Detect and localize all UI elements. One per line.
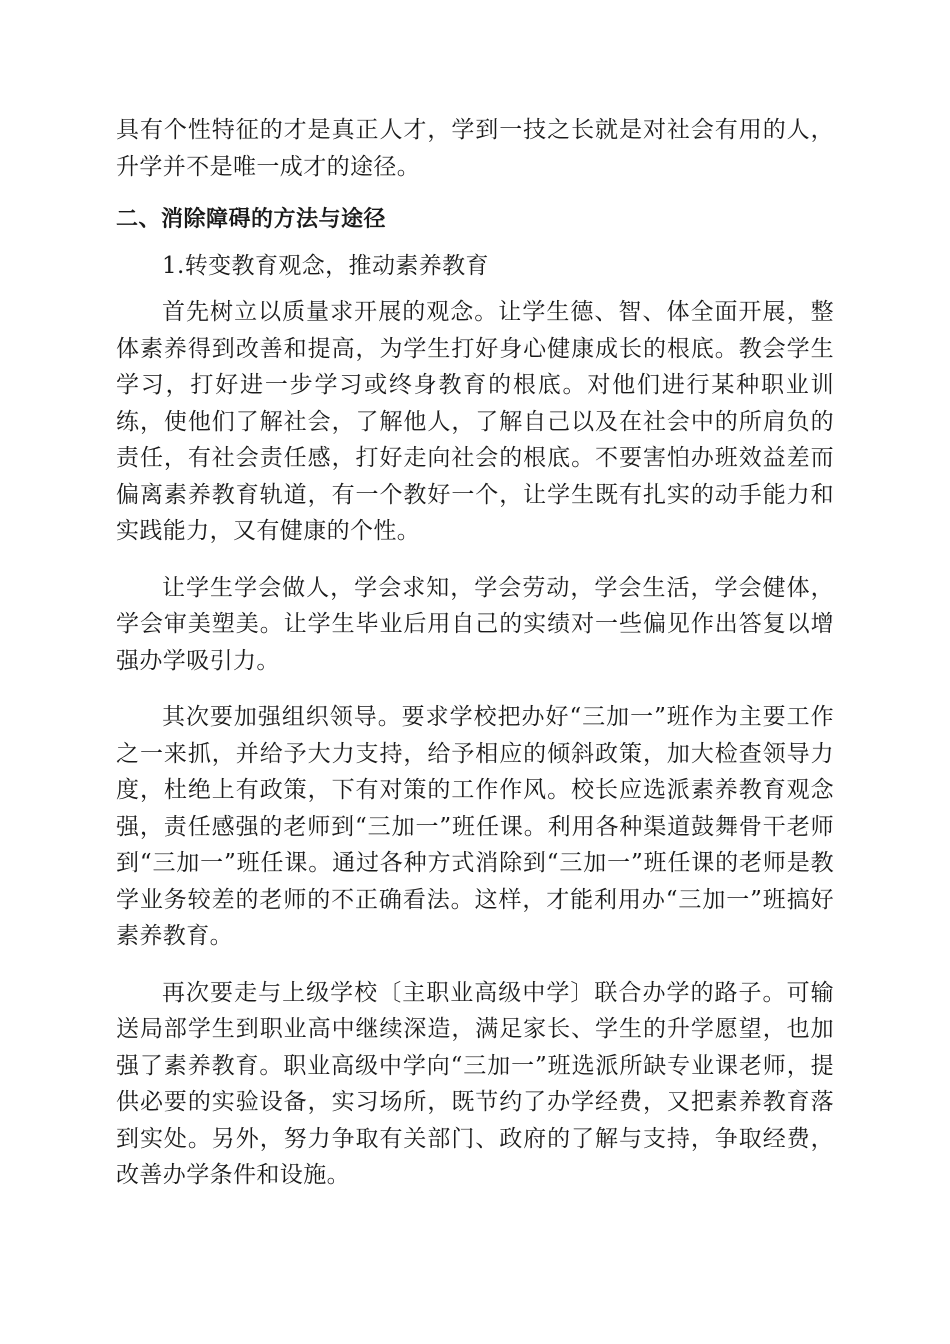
intro-paragraph: 具有个性特征的才是真正人才，学到一技之长就是对社会有用的人，升学并不是唯一成才的途径。 [116,117,834,180]
section-heading: 二、消除障碍的方法与途径 [116,207,387,232]
document-page [116,112,834,1194]
body-paragraph-1: 首先树立以质量求开展的观念。让学生德、智、体全面开展，整体素养得到改善和提高，为学生打好身心健康成长的根底。教会学生学习，打好进一步学习或终身教育的根底。对他们进行某种职业训练，使他们了解社会，了解他人，了解自己以及在社会中的所肩负的责任，有社会责任感，打好走向社会的根底。不要害怕办班效益差而偏离素养教育轨道，有一个教好一个，让学生既有扎实的动手能力和实践能力，又有健康的个性。 [116,299,834,544]
body-paragraph-3: 其次要加强组织领导。要求学校把办好“三加一”班作为主要工作之一来抓，并给予大力支持，给予相应的倾斜政策，加大检查领导力度，杜绝上有政策，下有对策的工作作风。校长应选派素养教育观念强，责任感强的老师到“三加一”班任课。利用各种渠道鼓舞骨干老师到“三加一”班任课。通过各种方式消除到“三加一”班任课的老师是教学业务较差的老师的不正确看法。这样，才能利用办“三加一”班搞好素养教育。 [116,704,834,949]
body-paragraph-2: 让学生学会做人，学会求知，学会劳动，学会生活，学会健体，学会审美塑美。让学生毕业后用自己的实绩对一些偏见作出答复以增强办学吸引力。 [116,574,834,674]
body-paragraph-4: 再次要走与上级学校〔主职业高级中学〕联合办学的路子。可输送局部学生到职业高中继续深造，满足家长、学生的升学愿望，也加强了素养教育。职业高级中学向“三加一”班选派所缺专业课老师，提供必要的实验设备，实习场所，既节约了办学经费，又把素养教育落到实处。另外，努力争取有关部门、政府的了解与支持，争取经费，改善办学条件和设施。 [116,979,834,1188]
subsection-heading: 1.转变教育观念，推动素养教育 [162,253,489,279]
